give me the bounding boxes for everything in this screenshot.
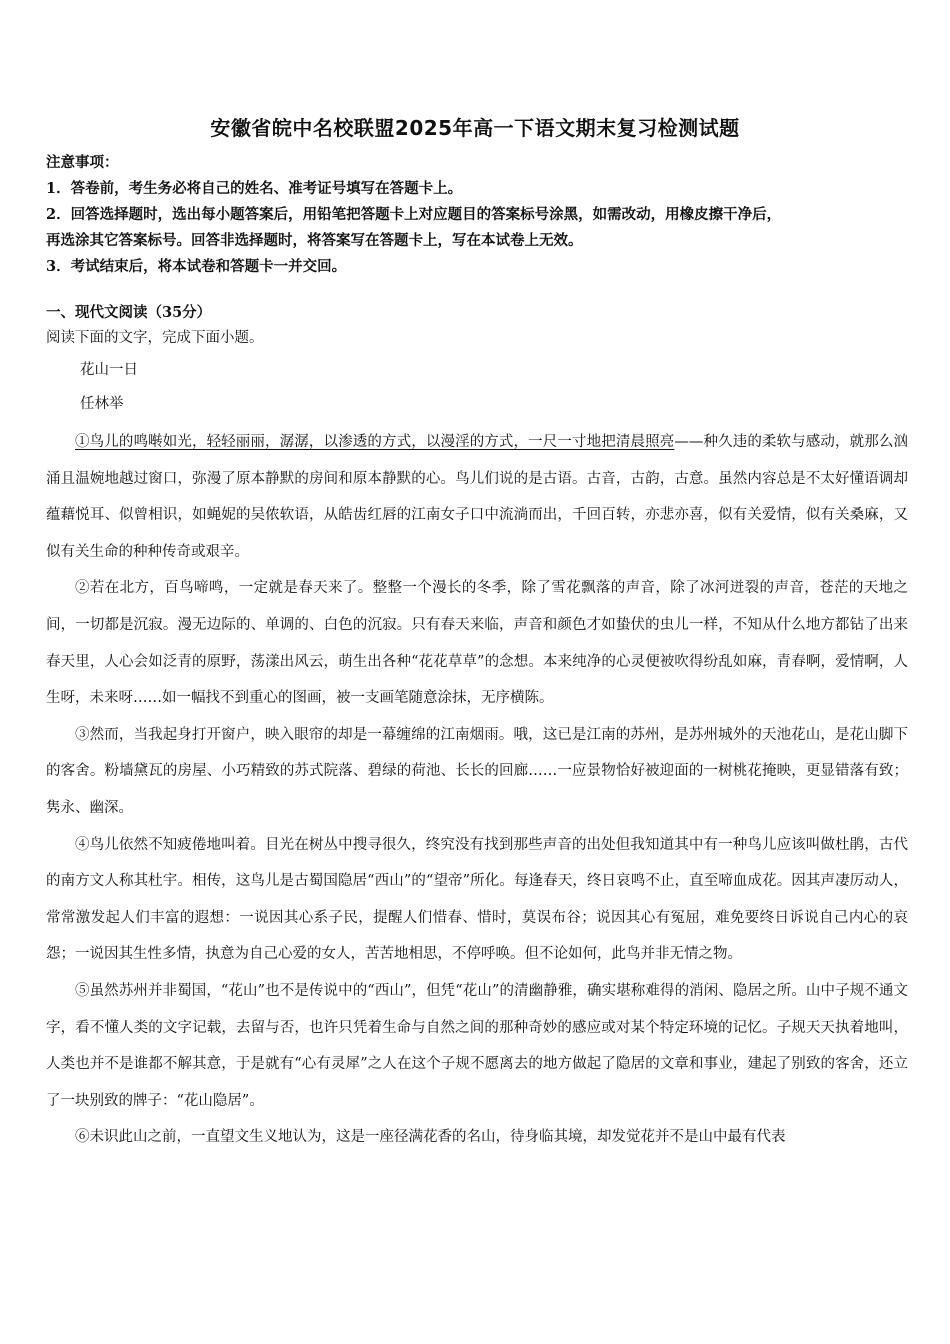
- underlined-sentence: ①鸟儿的鸣啭如光，轻轻丽丽，潺潺，以渗透的方式，以漫淫的方式，一尺一寸地把清晨照亮: [75, 434, 675, 450]
- notice-item: 再选涂其它答案标号。回答非选择题时，将答案写在答题卡上，写在本试卷上无效。: [46, 232, 583, 249]
- passage-paragraph: ⑤虽然苏州并非蜀国，“花山”也不是传说中的“西山”，但凭“花山”的清幽静雅，确实堪称难得的消闲、隐居之所。山中子规不通文字，看不懂人类的文字记载，去留与否，也许只凭着生命与自然之间的那种奇妙的感应或对某个特定环境的记忆。子规天天执着地叫，人类也并不是谁都不解其意，于是就有“心有灵犀”之人在这个子规不愿离去的地方做起了隐居的文章和事业，建起了别致的客舍，还立了一块别致的牌子：“花山隐居”。: [46, 982, 908, 1109]
- exam-title: 安徽省皖中名校联盟2025年高一下语文期末复习检测试题: [210, 116, 740, 140]
- notice-heading: 注意事项：: [46, 154, 119, 171]
- passage-title: 花山一日: [80, 362, 138, 378]
- notice-item: 3．考试结束后，将本试卷和答题卡一并交回。: [46, 258, 347, 275]
- paragraph-text: ——种久违的柔软与感动，就那么汹涌且温婉地越过窗口，弥漫了原本静默的房间和原本静默的心。鸟儿们说的是古语。古音，古韵，古意。虽然内容总是不太好懂语调却蕴藉悦耳、似曾相识，如蝇妮的吴侬软语，从皓齿红唇的江南女子口中流淌而出，千回百转，亦悲亦喜，似有关爱情，似有关桑麻，又似有关生命的种种传奇或艰辛。: [46, 434, 908, 560]
- passage-body: [46, 424, 908, 1156]
- passage-paragraph: ②若在北方，百鸟啼鸣，一定就是春天来了。整整一个漫长的冬季，除了雪花飘落的声音，除了冰河迸裂的声音，苍茫的天地之间，一切都是沉寂。漫无边际的、单调的、白色的沉寂。只有春天来临，声音和颜色才如蛰伏的虫儿一样，不知从什么地方都钻了出来春天里，人心会如泛青的原野，荡漾出风云，萌生出各种“花花草草”的念想。本来纯净的心灵便被吹得纷乱如麻，青春啊，爱情啊，人生呀，未来呀……如一幅找不到重心的图画，被一支画笔随意涂抹，无序横陈。: [46, 580, 908, 707]
- reading-instruction: 阅读下面的文字，完成下面小题。: [46, 330, 264, 346]
- passage-paragraph: ③然而，当我起身打开窗户，映入眼帘的却是一幕缠绵的江南烟雨。哦，这已是江南的苏州，是苏州城外的天池花山，是花山脚下的客舍。粉墙黛瓦的房屋、小巧精致的苏式院落、碧绿的荷池、长长的回廊……一应景物恰好被迎面的一树桃花掩映，更显错落有致；隽永、幽深。: [46, 726, 908, 816]
- passage-paragraph: [46, 424, 908, 570]
- notice-item: 2．回答选择题时，选出每小题答案后，用铅笔把答题卡上对应题目的答案标号涂黑，如需改动，用橡皮擦干净后，: [46, 206, 782, 223]
- passage-author: 任林举: [80, 396, 124, 412]
- notice-item: 1．答卷前，考生务必将自己的姓名、准考证号填写在答题卡上。: [46, 180, 463, 197]
- passage-paragraph: ⑥未识此山之前，一直望文生义地认为，这是一座径满花香的名山，待身临其境，却发觉花并不是山中最有代表: [75, 1129, 786, 1146]
- section-heading: 一、现代文阅读（35分）: [46, 304, 212, 321]
- notice-block: [46, 150, 906, 280]
- passage-paragraph: ④鸟儿依然不知疲倦地叫着。目光在树丛中搜寻很久，终究没有找到那些声音的出处但我知道其中有一种鸟儿应该叫做杜鹃，古代的南方文人称其杜宇。相传，这鸟儿是古蜀国隐居“西山”的“望帝”所化。每逢春天，终日哀鸣不止，直至啼血成花。因其声凄厉动人，常常激发起人们丰富的遐想：一说因其心系子民，提醒人们惜春、惜时，莫误布谷；说因其心有冤屈，难免要终日诉说自己内心的哀怨；一说因其生性多情，执意为自己心爱的女人，苦苦地相思，不停呼唤。但不论如何，此鸟并非无情之物。: [46, 836, 908, 963]
